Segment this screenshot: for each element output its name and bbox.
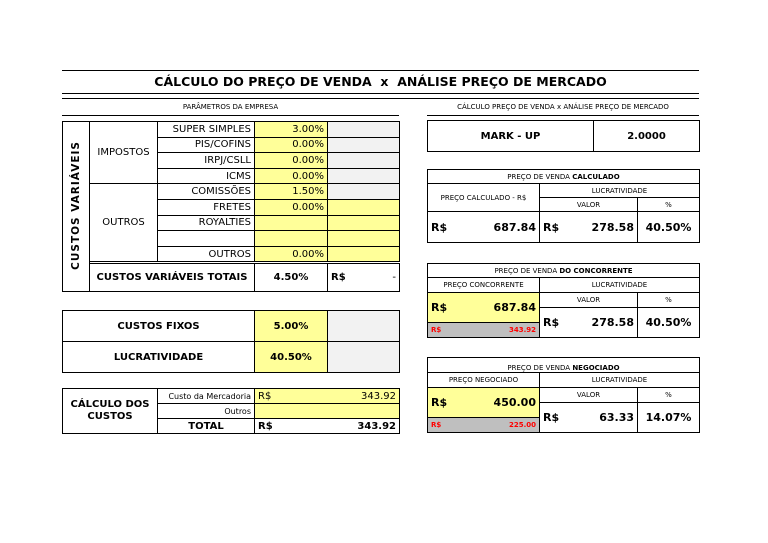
markup-table — [427, 120, 700, 152]
calculado-pct-label: % — [638, 198, 700, 212]
concorrente-lucro-pct: 40.50% — [638, 308, 700, 338]
impostos-group-label: IMPOSTOS — [90, 122, 158, 184]
left-header-rule — [62, 115, 399, 116]
negociado-cost-cell — [428, 418, 540, 433]
custo-mercadoria-cell[interactable] — [255, 389, 400, 404]
concorrente-price-label: PREÇO CONCORRENTE — [428, 278, 540, 293]
currency-label: R$ — [431, 220, 448, 234]
negociado-title: PREÇO DE VENDA NEGOCIADO — [428, 358, 700, 373]
title-rule-top — [62, 70, 699, 71]
outro-name: COMISSÕES — [158, 184, 255, 200]
concorrente-price-cell[interactable] — [428, 293, 540, 323]
currency-label: R$ — [431, 301, 448, 314]
outro-name: ROYALTIES — [158, 215, 255, 231]
imposto-value[interactable]: 0.00% — [255, 153, 328, 169]
calculado-price-cell — [428, 212, 540, 243]
calculado-lucro-value: 278.58 — [591, 220, 634, 234]
concorrente-valor-label: VALOR — [540, 293, 638, 308]
imposto-value[interactable]: 0.00% — [255, 137, 328, 153]
outro-value[interactable] — [255, 231, 328, 247]
negociado-cost-value: 225.00 — [508, 421, 536, 429]
imposto-name: IRPJ/CSLL — [158, 153, 255, 169]
imposto-extra — [328, 137, 400, 153]
concorrente-title: PREÇO DE VENDA DO CONCORRENTE — [428, 264, 700, 278]
calculado-valor-label: VALOR — [540, 198, 638, 212]
outro-value[interactable]: 0.00% — [255, 246, 328, 262]
page-title: CÁLCULO DO PREÇO DE VENDA x ANÁLISE PREÇO DE MERCADO — [154, 74, 607, 89]
custos-fixos-label: CUSTOS FIXOS — [63, 311, 255, 342]
custos-variaveis-totais-amount: - — [392, 272, 396, 284]
outro-extra[interactable] — [328, 215, 400, 231]
custos-variaveis-totais-amount-cell — [328, 264, 400, 292]
outro-extra[interactable] — [328, 231, 400, 247]
currency-label: R$ — [258, 390, 272, 402]
calculo-custos-table — [62, 388, 400, 434]
total-value: 343.92 — [357, 420, 396, 432]
negociado-table — [427, 357, 700, 433]
total-cell — [255, 419, 400, 434]
negociado-price-label: PREÇO NEGOCIADO — [428, 373, 540, 388]
concorrente-table — [427, 263, 700, 338]
imposto-value[interactable]: 0.00% — [255, 168, 328, 184]
outro-name: FRETES — [158, 199, 255, 215]
right-section-header: CÁLCULO PREÇO DE VENDA x ANÁLISE PREÇO DE MERCADO — [457, 103, 669, 111]
lucratividade-extra — [328, 342, 400, 373]
negociado-valor-label: VALOR — [540, 388, 638, 403]
outros-custo-label: Outros — [158, 404, 255, 419]
custos-fixos-value[interactable]: 5.00% — [255, 311, 328, 342]
concorrente-lucro-value: 278.58 — [591, 316, 634, 329]
calculado-lucro-cell — [540, 212, 638, 243]
outros-custo-cell[interactable] — [255, 404, 400, 419]
negociado-lucro-cell — [540, 403, 638, 433]
outro-value[interactable]: 0.00% — [255, 199, 328, 215]
custos-fixos-table — [62, 310, 400, 373]
markup-label: MARK - UP — [428, 121, 594, 152]
imposto-name: ICMS — [158, 168, 255, 184]
concorrente-lucro-cell — [540, 308, 638, 338]
custos-variaveis-totais-label: CUSTOS VARIÁVEIS TOTAIS — [90, 264, 255, 292]
title-rule-bottom — [62, 98, 699, 99]
concorrente-cost-value: 343.92 — [508, 326, 536, 334]
custos-fixos-extra — [328, 311, 400, 342]
currency-label: R$ — [543, 411, 560, 424]
calculado-title: PREÇO DE VENDA CALCULADO — [428, 170, 700, 184]
calculado-lucro-pct: 40.50% — [638, 212, 700, 243]
custos-variaveis-totais-value: 4.50% — [255, 264, 328, 292]
calculado-lucratividade-label: LUCRATIVIDADE — [540, 184, 700, 198]
currency-label: R$ — [543, 220, 560, 234]
calculado-price-value: 687.84 — [493, 220, 536, 234]
left-section-header: PARÂMETROS DA EMPRESA — [182, 103, 279, 111]
title-rule-mid — [62, 93, 699, 94]
custos-variaveis-vertical-label: CUSTOS VARIÁVEIS — [63, 122, 90, 292]
concorrente-lucratividade-label: LUCRATIVIDADE — [540, 278, 700, 293]
imposto-extra — [328, 153, 400, 169]
concorrente-cost-cell — [428, 323, 540, 338]
outro-value[interactable]: 1.50% — [255, 184, 328, 200]
imposto-extra — [328, 122, 400, 138]
custo-mercadoria-label: Custo da Mercadoria — [158, 389, 255, 404]
currency-label: R$ — [258, 420, 273, 432]
outro-value[interactable] — [255, 215, 328, 231]
negociado-price-value: 450.00 — [493, 396, 536, 409]
outros-group-label: OUTROS — [90, 184, 158, 262]
outro-extra[interactable] — [328, 246, 400, 262]
concorrente-pct-label: % — [638, 293, 700, 308]
negociado-lucratividade-label: LUCRATIVIDADE — [540, 373, 700, 388]
negociado-lucro-pct: 14.07% — [638, 403, 700, 433]
outro-extra[interactable] — [328, 199, 400, 215]
concorrente-price-value: 687.84 — [493, 301, 536, 314]
negociado-price-cell[interactable] — [428, 388, 540, 418]
lucratividade-value[interactable]: 40.50% — [255, 342, 328, 373]
right-header-rule — [427, 115, 699, 116]
imposto-value[interactable]: 3.00% — [255, 122, 328, 138]
imposto-name: PIS/COFINS — [158, 137, 255, 153]
calculado-price-label: PREÇO CALCULADO - R$ — [428, 184, 540, 212]
currency-label: R$ — [331, 272, 346, 284]
imposto-name: SUPER SIMPLES — [158, 122, 255, 138]
currency-label: R$ — [431, 396, 448, 409]
calculado-table — [427, 169, 700, 243]
total-label: TOTAL — [158, 419, 255, 434]
negociado-pct-label: % — [638, 388, 700, 403]
imposto-extra — [328, 168, 400, 184]
outro-name: OUTROS — [158, 246, 255, 262]
lucratividade-label: LUCRATIVIDADE — [63, 342, 255, 373]
currency-label: R$ — [431, 421, 442, 429]
outro-extra — [328, 184, 400, 200]
custo-mercadoria-value: 343.92 — [361, 390, 396, 402]
markup-value: 2.0000 — [594, 121, 700, 152]
negociado-lucro-value: 63.33 — [599, 411, 634, 424]
calculo-custos-label: CÁLCULO DOS CUSTOS — [63, 389, 158, 434]
custos-variaveis-table — [62, 121, 400, 292]
currency-label: R$ — [431, 326, 442, 334]
currency-label: R$ — [543, 316, 560, 329]
outro-name — [158, 231, 255, 247]
